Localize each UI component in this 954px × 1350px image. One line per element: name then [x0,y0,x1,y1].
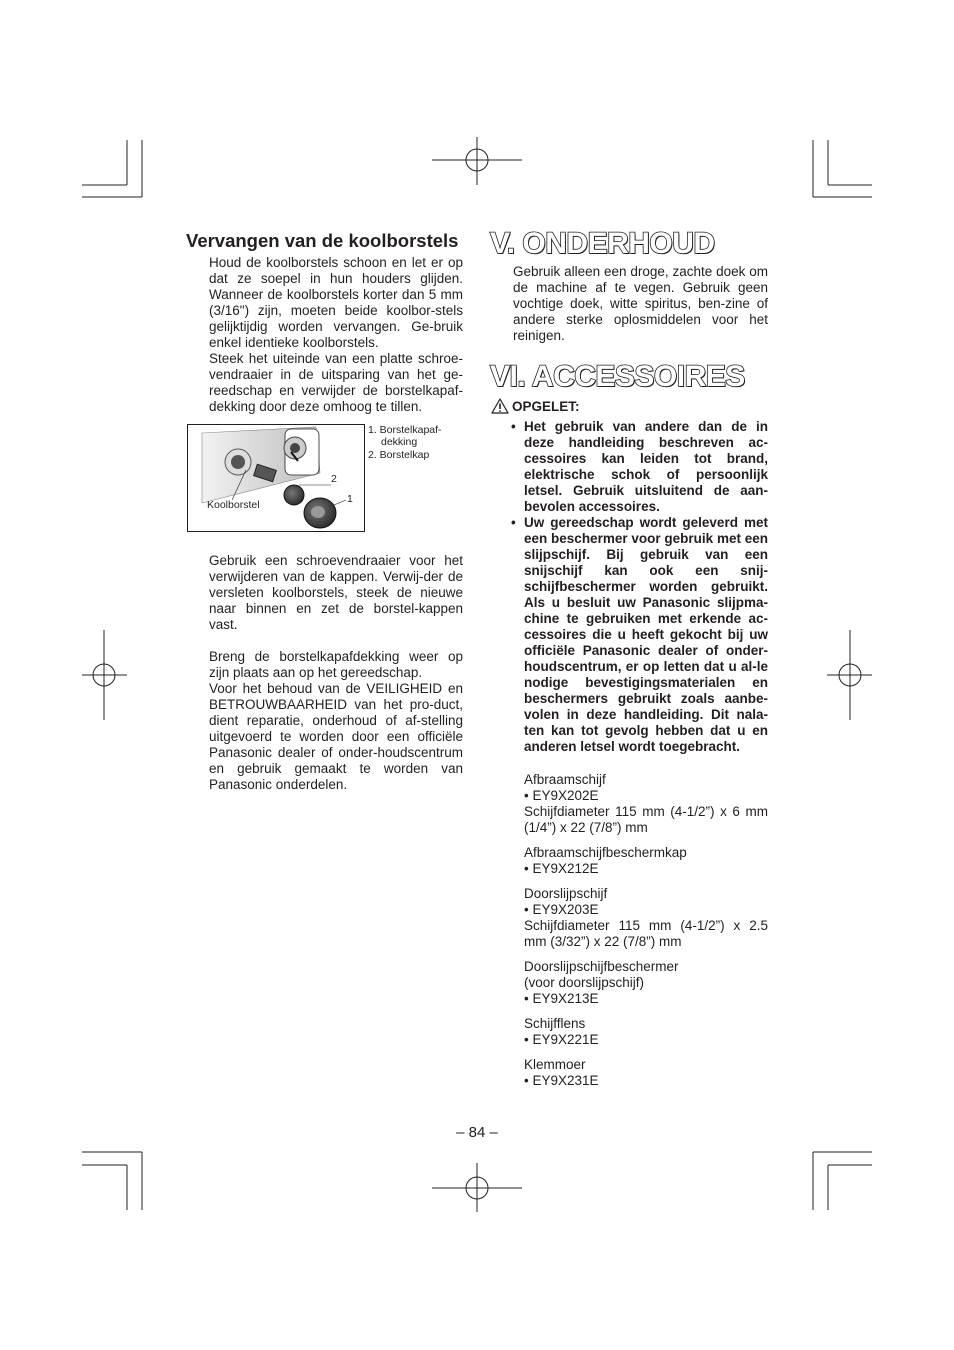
brush-illustration [188,425,364,531]
accessory-klemmoer [524,1057,768,1089]
accessory-afbraamschijf [524,772,768,836]
accessory-doorslijpschijf [524,886,768,950]
koolborstels-paragraph-1: Houd de koolborstels schoon en let er op dat ze soepel in hun houders glijden. Wanneer de koolborstels korter dan 5 mm (3/16") zijn, moeten beide koolbor-stels gelijktijdig worden vervangen. Ge-bruik enkel identieke koolborstels. [209,255,463,350]
caution-label: OPGELET: [512,398,580,414]
section-onderhoud-title: V. ONDERHOUD [490,227,715,260]
accessory-sub: (voor doorslijpschijf) [524,975,645,990]
accessories-list [524,772,768,1098]
accessory-spec: Schijfdiameter 115 mm (4-1/2”) x 6 mm (1/4”) x 22 (7/8”) mm [524,804,768,835]
accessory-code: • EY9X203E [524,902,599,917]
page-number: – 84 – [456,1124,498,1141]
accessory-code: • EY9X202E [524,788,599,803]
koolborstels-paragraph-2: Steek het uiteinde van een platte schroe-vendraaier in de uitsparing van het ge-reedschap en verwijder de borstelkapaf-dekking door deze omhoog te tillen. [209,351,463,414]
accessory-code: • EY9X231E [524,1073,599,1088]
accessory-code: • EY9X213E [524,991,599,1006]
accessory-doorslijpschijfbeschermer [524,959,768,1007]
brush-replacement-figure [187,424,365,532]
warning-triangle-icon [491,398,509,414]
koolborstels-text-block [209,255,463,415]
accessory-name: Doorslijpschijfbeschermer [524,959,679,974]
caution-bullet-1: • Het gebruik van andere dan de in deze handleiding beschreven ac-cessoires kan leiden tot brand, elektrische schok of persoonlijk letsel. Gebruik uitsluitend de aan-bevolen accessoires. [524,419,768,515]
koolborstels-text-block-2 [209,649,463,793]
accessory-schijfflens [524,1016,768,1048]
koolborstels-paragraph-3: Gebruik een schroevendraaier voor het verwijderen van de kappen. Verwij-der de versleten koolborstels, steek de nieuwe naar binnen en zet de borstel-kappen vast. [209,553,463,632]
accessory-name: Klemmoer [524,1057,586,1072]
onderhoud-text: Gebruik alleen een droge, zachte doek om de machine af te vegen. Gebruik geen vochtige doek, witte spiritus, ben-zine of andere sterke oplosmiddelen voor het reinigen. [513,264,768,343]
accessory-name: Afbraamschijf [524,772,606,787]
accessory-name: Schijfflens [524,1016,586,1031]
figure-caption-1-continued: dekking [381,436,418,448]
koolborstels-paragraph-5: Voor het behoud van de VEILIGHEID en BETROUWBAARHEID van het pro-duct, dient reparatie, onderhoud of af-stelling uitgevoerd te worden door een officiële Panasonic dealer of onder-houdscentrum en gebruik gemaakt te worden van Panasonic onderdelen. [209,681,463,792]
caution-bullet-2: • Uw gereedschap wordt geleverd met een beschermer voor gebruik met een slijpschijf. Bij gebruik van een snijschijf kan ook een snij-schijfbeschermer worden gebruikt. Als u besluit uw Panasonic slijpma-chine te gebruiken met erkende ac-cessoires die u heeft gekocht bij uw officiële Panasonic dealer of onder-houdscentrum, er op letten dat u al-le nodige bevestigingsmaterialen en beschermers gebruikt zoals aanbe-volen in deze handleiding. Dit nala-ten kan tot gevolg hebben dat u en anderen letsel wordt toegebracht. [524,515,768,755]
koolborstels-heading: Vervangen van de koolborstels [186,230,459,251]
accessory-code: • EY9X221E [524,1032,599,1047]
accessory-afbraamschijfbeschermkap [524,845,768,877]
figure-caption-1: 1. Borstelkapaf- [368,424,442,436]
figure-callout-2: 2 [331,473,337,485]
figure-callout-1: 1 [347,493,353,505]
caution-bullet-list [524,419,768,755]
figure-label-koolborstel: Koolborstel [207,499,260,511]
accessory-code: • EY9X212E [524,861,599,876]
figure-caption-2: 2. Borstelkap [368,449,430,461]
koolborstels-paragraph-4: Breng de borstelkapafdekking weer op zijn plaats aan op het gereedschap. [209,649,463,680]
accessory-spec: Schijfdiameter 115 mm (4-1/2”) x 2.5 mm (3/32”) x 22 (7/8”) mm [524,918,768,949]
accessory-name: Doorslijpschijf [524,886,608,901]
caution-header [491,398,580,414]
accessory-name: Afbraamschijfbeschermkap [524,845,687,860]
section-accessoires-title: VI. ACCESSOIRES [490,360,745,393]
